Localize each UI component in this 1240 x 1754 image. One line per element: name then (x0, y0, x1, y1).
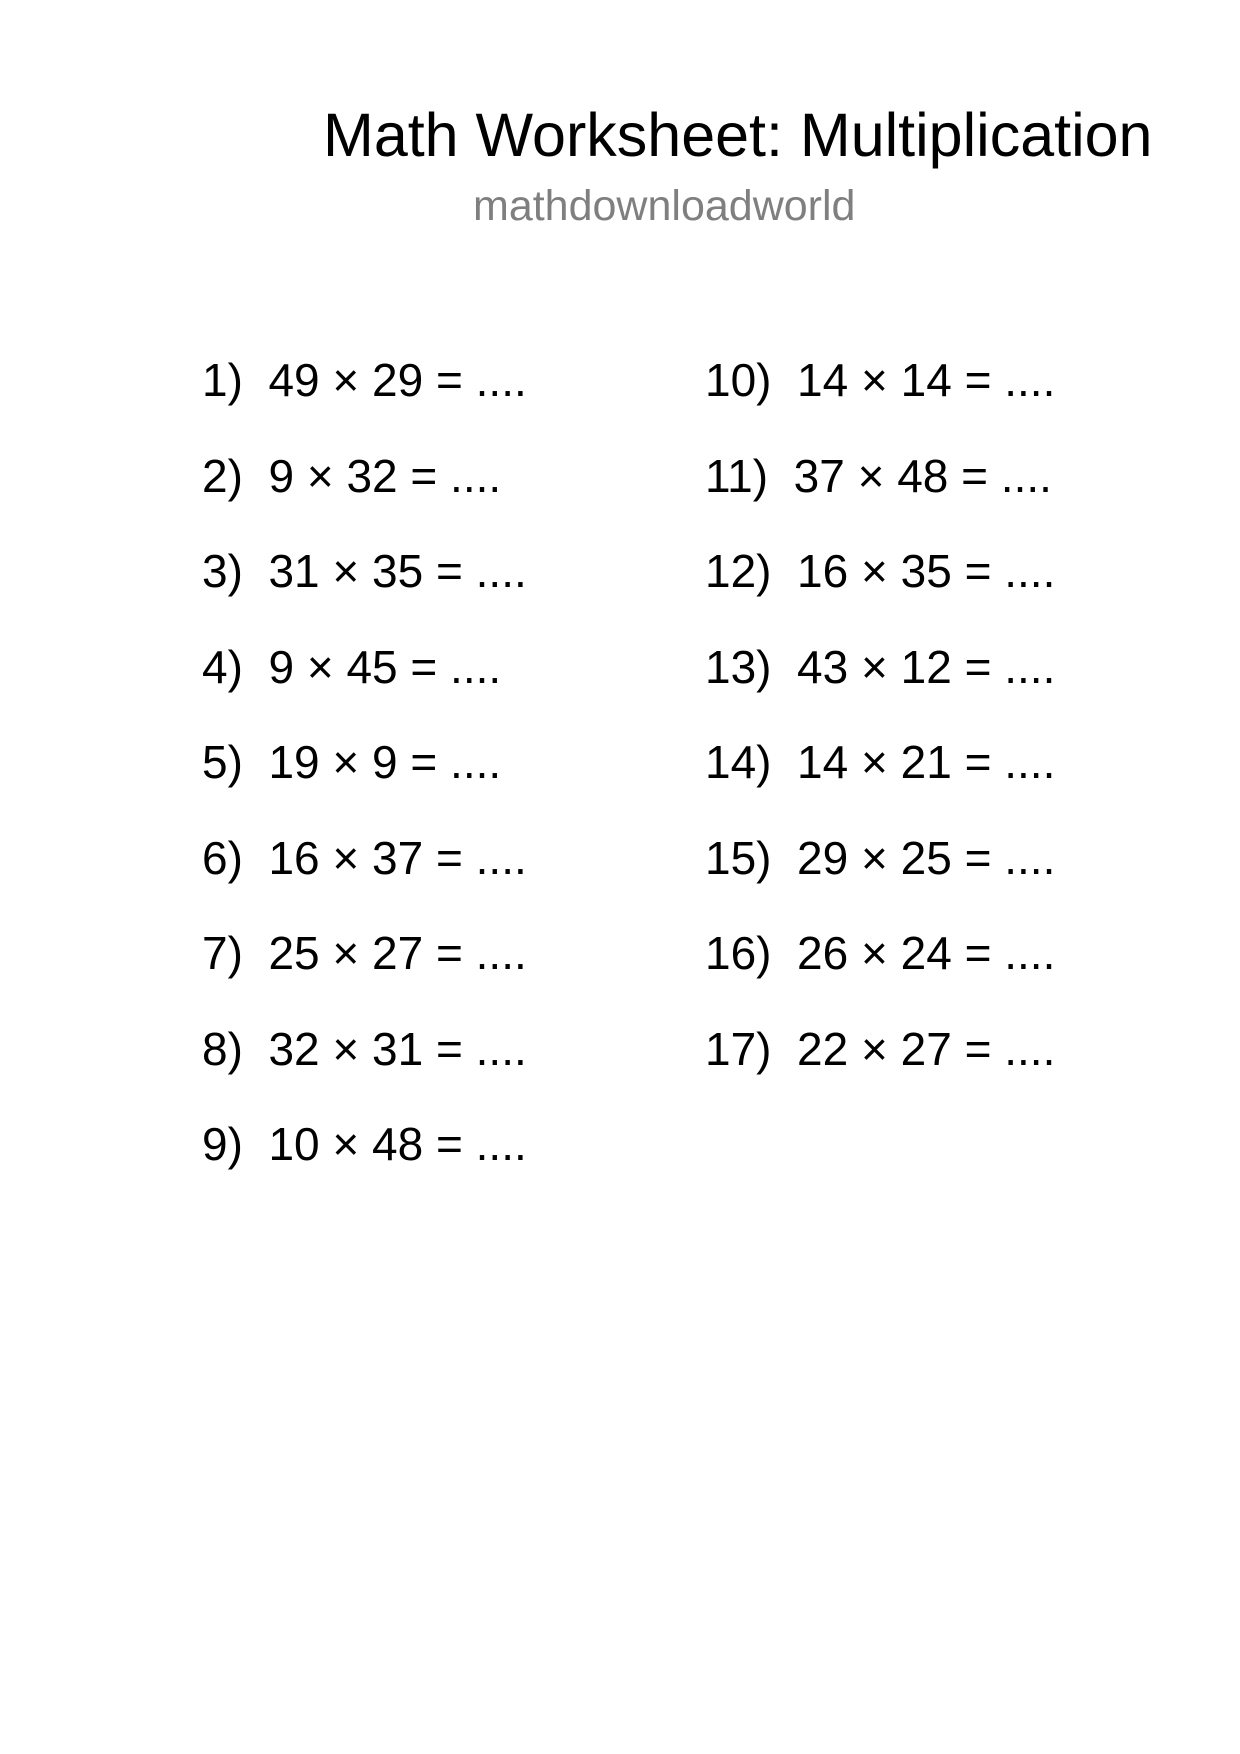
problem-item: 11) 37 × 48 = .... (705, 449, 1052, 502)
problem-item: 1) 49 × 29 = .... (202, 354, 527, 406)
problem-item: 5) 19 × 9 = .... (202, 736, 502, 788)
problem-item: 8) 32 × 31 = .... (202, 1022, 527, 1075)
problem-column-1 (202, 352, 527, 1212)
problem-item: 12) 16 × 35 = .... (705, 545, 1056, 597)
problem-item: 15) 29 × 25 = .... (705, 831, 1056, 884)
problem-column-2 (705, 352, 1055, 1116)
problem-item: 2) 9 × 32 = .... (202, 449, 502, 502)
problem-item: 17) 22 × 27 = .... (705, 1022, 1056, 1075)
worksheet-subtitle: mathdownloadworld (473, 182, 856, 230)
problem-item: 9) 10 × 48 = .... (202, 1118, 527, 1170)
problem-item: 16) 26 × 24 = .... (705, 927, 1056, 979)
problem-item: 10) 14 × 14 = .... (705, 354, 1056, 406)
worksheet-title: Math Worksheet: Multiplication (323, 101, 1153, 169)
problem-item: 6) 16 × 37 = .... (202, 831, 527, 884)
problem-item: 4) 9 × 45 = .... (202, 640, 502, 693)
problem-item: 3) 31 × 35 = .... (202, 545, 527, 597)
problem-item: 13) 43 × 12 = .... (705, 640, 1056, 693)
problem-item: 14) 14 × 21 = .... (705, 736, 1056, 788)
problem-item: 7) 25 × 27 = .... (202, 927, 527, 979)
